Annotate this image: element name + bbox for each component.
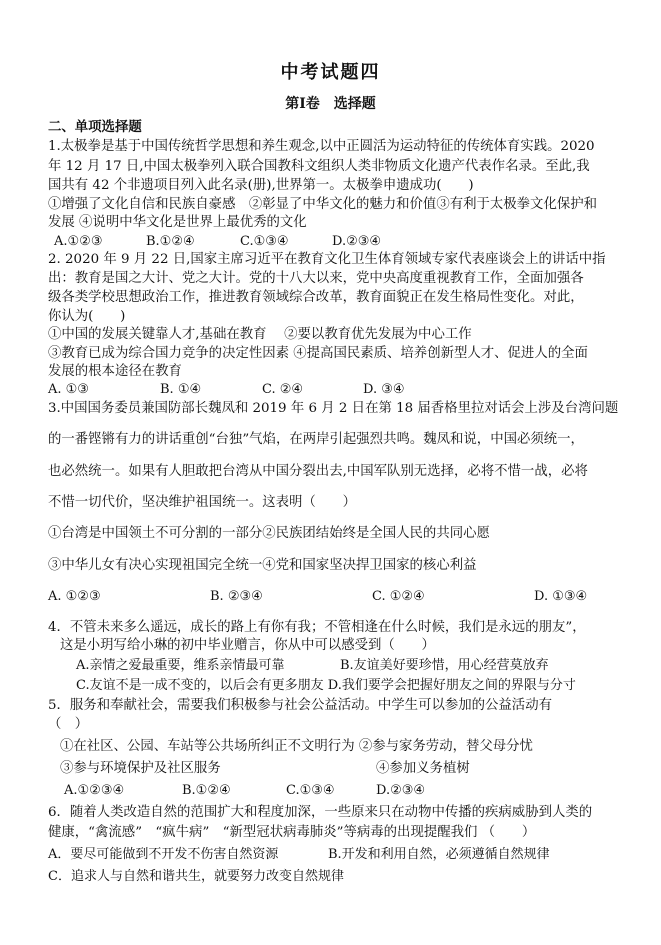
- q4-line: 这是小玥写给小琳的初中毕业赠言，你从中可以感受到（ ）: [60, 638, 435, 653]
- q3-option-b: B. ②③④: [210, 589, 263, 604]
- q2-option-d: D. ③④: [363, 382, 405, 397]
- q6-line: 健康，“禽流感” “疯牛病” “新型冠状病毒肺炎”等病毒的出现提醒我们 （ ）: [48, 825, 536, 840]
- q1-option-c: C.①③④: [240, 234, 289, 249]
- q5-line: （ ）: [48, 717, 89, 732]
- q3-line: ③中华儿女有决心实现祖国完全统一④党和国家坚决捍卫国家的核心利益: [48, 558, 477, 573]
- exam-title: 中考试题四: [280, 62, 381, 83]
- q5-option-b: B.①②④: [182, 783, 231, 798]
- q3-option-c: C. ①②④: [372, 589, 425, 604]
- q2-option-b: B. ①④: [160, 382, 202, 397]
- q3-line: ①台湾是中国领土不可分割的一部分②民族团结始终是全国人民的共同心愿: [48, 526, 490, 541]
- q2-line: ③教育已成为综合国力竞争的决定性因素 ④提高国民素质、培养创新型人才、促进人的全面: [48, 346, 588, 361]
- part-heading: 二、单项选择题: [48, 119, 142, 135]
- q3-line: 不惜一切代价，坚决维护祖国统一。这表明（ ）: [48, 495, 356, 510]
- q6-option-c: C．追求人与自然和谐共生，就要努力改变自然规律: [48, 869, 344, 884]
- q2-line: 出：教育是国之大计、党之大计。党的十八大以来，党中央高度重视教育工作，全面加强各: [48, 271, 584, 286]
- q6-option-a: A．要尽可能做到不开发不伤害自然资源: [48, 847, 279, 862]
- q2-line: ①中国的发展关键靠人才,基础在教育 ②要以教育优先发展为中心工作: [48, 327, 472, 342]
- q5-option-c: C.①③④: [286, 783, 335, 798]
- q3-line: 也必然统一。如果有人胆敢把台湾从中国分裂出去,中国军队别无选择，必将不惜一战，必将: [48, 464, 588, 479]
- q2-option-c: C. ②④: [262, 382, 304, 397]
- q5-line: ①在社区、公园、车站等公共场所纠正不文明行为 ②参与家务劳动，替父母分忧: [60, 739, 533, 754]
- q1-line: 发展 ④说明中华文化是世界上最优秀的文化: [48, 215, 307, 230]
- q3-line: 的一番铿锵有力的讲话重创“台独”气焰，在两岸引起强烈共鸣。魏凤和说，中国必须统一，: [48, 432, 584, 447]
- q2-line: 你认为( ): [48, 309, 126, 324]
- q4-option-b: B.友谊美好要珍惜，用心经营莫放弃: [340, 658, 549, 673]
- q2-line: 发展的根本途径在教育: [48, 364, 182, 379]
- q3-option-d: D. ①③④: [534, 589, 588, 604]
- q6-option-b: B.开发和利用自然，必须遵循自然规律: [328, 847, 550, 862]
- q1-line: 年 12 月 17 日,中国太极拳列入联合国教科文组织人类非物质文化遗产代表作名录。至此,我: [48, 159, 590, 174]
- q3-line: 3.中国国务委员兼国防部长魏凤和 2019 年 6 月 2 日在第 18 届香格里拉对话会上涉及台湾问题: [48, 401, 619, 416]
- q5-option-a: A.①②③④: [64, 783, 125, 798]
- section-title: 第Ⅰ卷 选择题: [285, 96, 376, 112]
- q4-line: 4．不管未来多么遥远，成长的路上有你有我；不管相逢在什么时候，我们是永远的朋友”，: [48, 620, 586, 635]
- q1-line: 国共有 42 个非遗项目列入此名录(册),世界第一。太极拳申遗成功( ): [48, 178, 474, 193]
- q4-option-a: A.亲情之爱最重要，维系亲情最可靠: [76, 658, 285, 673]
- q4-option-c-d: C.友谊不是一成不变的，以后会有更多朋友 D.我们要学会把握好朋友之间的界限与分寸: [76, 678, 576, 693]
- q5-line: ④参加义务植树: [376, 761, 470, 776]
- q2-line: 级各类学校思想政治工作，推进教育领域综合改革，教育面貌正在发生格局性变化。对此，: [48, 290, 584, 305]
- q1-line: 1.太极拳是基于中国传统哲学思想和养生观念,以中正圆活为运动特征的传统体育实践。2020: [48, 139, 595, 154]
- q1-option-b: B.①②④: [146, 234, 195, 249]
- q5-line: ③参与环境保护及社区服务: [60, 761, 221, 776]
- q5-option-d: D.②③④: [376, 783, 426, 798]
- q3-option-a: A. ①②③: [48, 589, 101, 604]
- q5-line: 5．服务和奉献社会，需要我们积极参与社会公益活动。中学生可以参加的公益活动有: [48, 698, 552, 713]
- q2-option-a: A. ①③: [48, 382, 89, 397]
- q2-line: 2. 2020 年 9 月 22 日,国家主席习近平在教育文化卫生体育领域专家代表座谈会上的讲话中指: [48, 252, 606, 267]
- q6-line: 6．随着人类改造自然的范围扩大和程度加深，一些原来只在动物中传播的疾病威胁到人类的: [48, 805, 593, 820]
- q1-option-d: D.②③④: [332, 234, 382, 249]
- q1-option-a: A.①②③: [54, 234, 103, 249]
- q1-line: ①增强了文化自信和民族自豪感 ②彰显了中华文化的魅力和价值③有利于太极拳文化保护和: [48, 197, 598, 212]
